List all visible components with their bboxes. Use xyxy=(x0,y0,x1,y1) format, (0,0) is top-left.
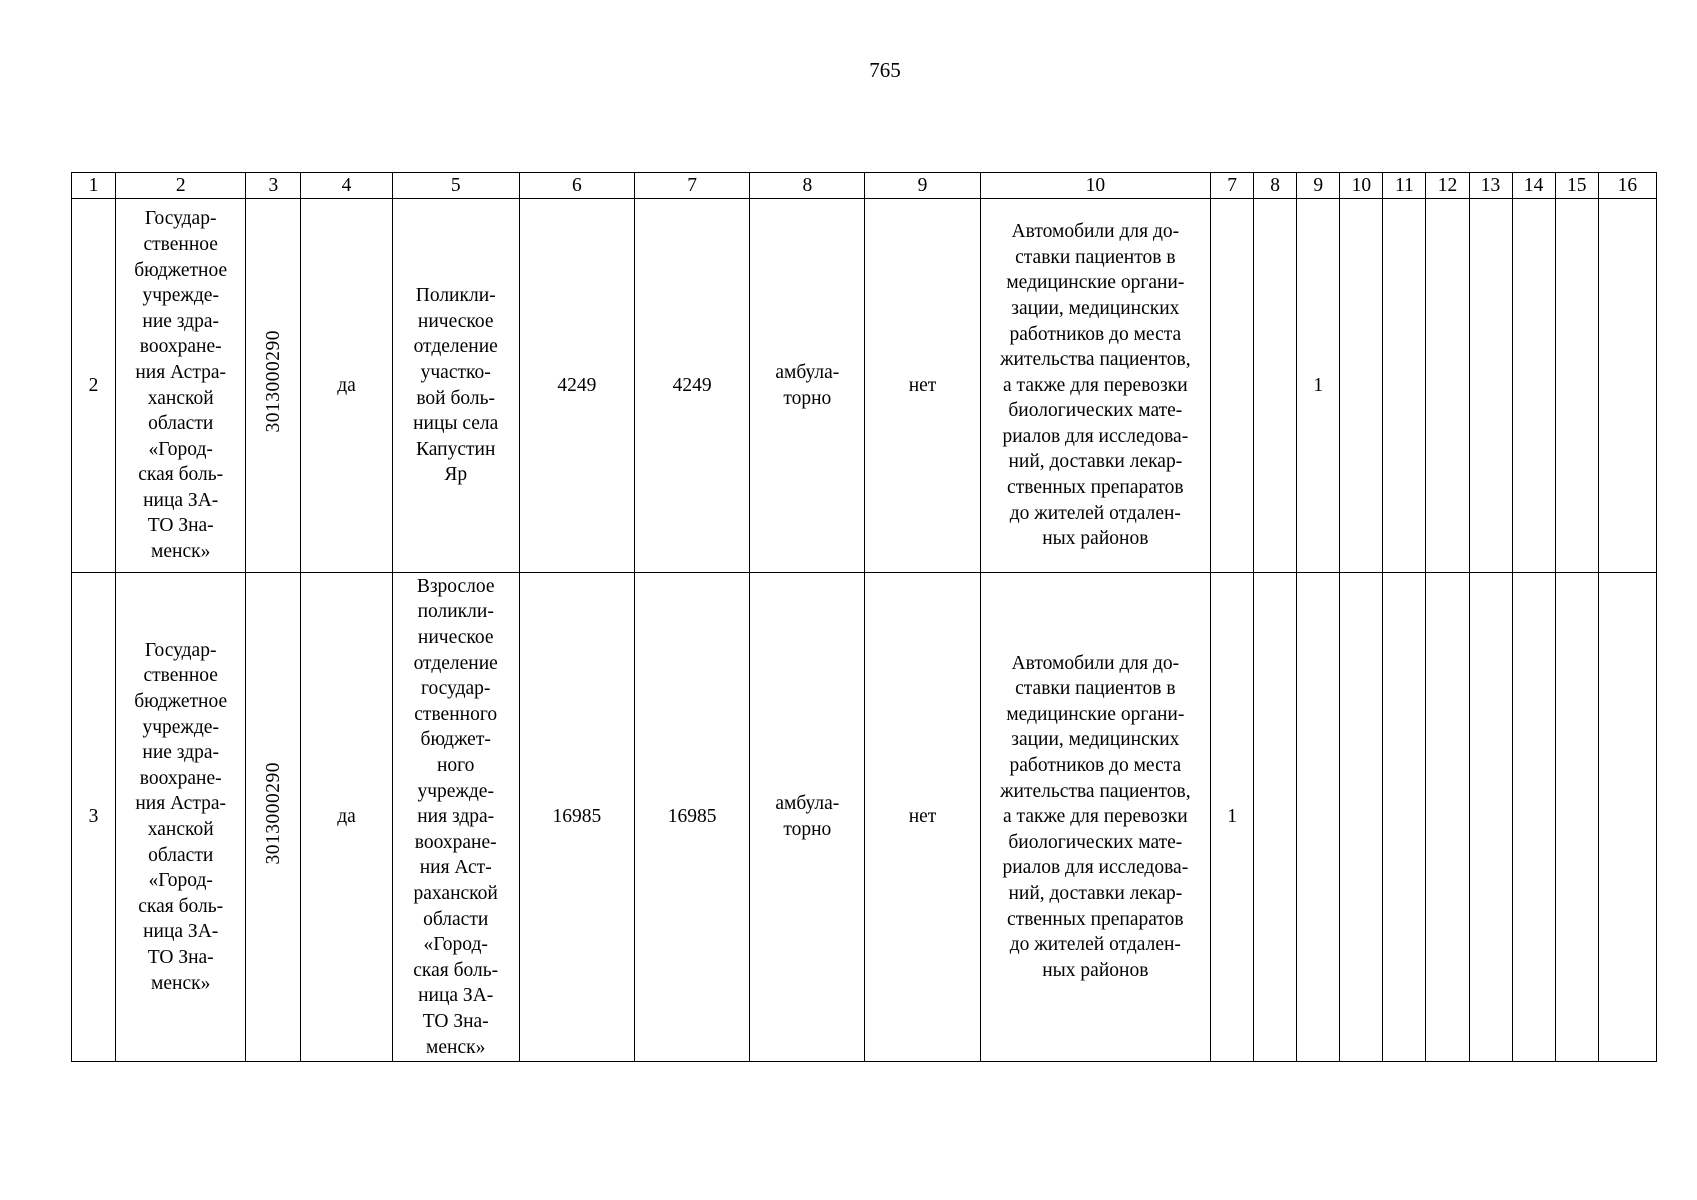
inn-text: 3013000290 xyxy=(262,330,284,433)
header-cell: 7 xyxy=(1211,173,1254,199)
unit-line: отделение xyxy=(413,652,498,674)
purpose-line: ставки пациентов в xyxy=(1015,678,1176,700)
purpose-line: а также для перевозки xyxy=(1003,806,1188,828)
count-cell xyxy=(1555,199,1598,573)
purpose-line: работников до места xyxy=(1009,755,1182,777)
unit-line: ница ЗА- xyxy=(418,985,494,1007)
count-cell: 1 xyxy=(1211,573,1254,1062)
unit-line: бюджет- xyxy=(420,729,491,751)
unit-line: ницы села xyxy=(413,413,499,435)
organization-line: «Город- xyxy=(148,438,213,460)
header-cell: 4 xyxy=(301,173,392,199)
purpose-line: ний, доставки лекар- xyxy=(1008,882,1183,904)
organization-line: ние здра- xyxy=(142,310,219,332)
inn-text: 3013000290 xyxy=(262,761,284,865)
flag-cell: да xyxy=(301,573,392,1062)
count-cell xyxy=(1426,573,1469,1062)
unit-cell xyxy=(392,573,519,1062)
count-cell xyxy=(1383,199,1426,573)
purpose-line: жительства пациентов, xyxy=(1000,349,1191,371)
organization-line: ница ЗА- xyxy=(143,489,219,511)
header-cell: 13 xyxy=(1469,173,1512,199)
unit-line: государ- xyxy=(420,678,491,700)
value-cell: 4249 xyxy=(519,199,634,573)
table-row xyxy=(72,573,1657,1062)
mode-line: амбула- xyxy=(775,361,840,383)
mode-cell xyxy=(750,573,865,1062)
header-cell: 10 xyxy=(1340,173,1383,199)
mode-line: амбула- xyxy=(775,793,840,815)
unit-line: ская боль- xyxy=(413,959,499,981)
organization-line: ния Астра- xyxy=(135,793,227,815)
purpose-line: зации, медицинских xyxy=(1011,729,1180,751)
data-table xyxy=(71,172,1657,1062)
purpose-line: жительства пациентов, xyxy=(1000,780,1191,802)
organization-line: менск» xyxy=(151,972,211,994)
unit-line: менск» xyxy=(426,1036,486,1058)
mode-cell xyxy=(750,199,865,573)
count-cell xyxy=(1598,573,1656,1062)
table-header-row xyxy=(72,173,1657,199)
purpose-line: риалов для исследова- xyxy=(1002,425,1189,447)
count-cell xyxy=(1469,199,1512,573)
count-cell xyxy=(1297,573,1340,1062)
unit-line: Поликли- xyxy=(415,285,496,307)
unit-line: ническое xyxy=(417,627,494,649)
purpose-line: зации, медицинских xyxy=(1011,297,1180,319)
purpose-cell xyxy=(980,573,1210,1062)
header-cell: 12 xyxy=(1426,173,1469,199)
organization-line: ТО Зна- xyxy=(147,515,214,537)
unit-line: области xyxy=(423,908,489,930)
count-cell: 1 xyxy=(1297,199,1340,573)
purpose-line: ственных препаратов xyxy=(1007,477,1184,499)
flag-cell: да xyxy=(301,199,392,573)
organization-line: области xyxy=(148,844,214,866)
count-cell xyxy=(1254,199,1297,573)
organization-line: ская боль- xyxy=(138,895,224,917)
inn-cell xyxy=(246,573,301,1062)
count-cell xyxy=(1512,573,1555,1062)
organization-line: ственное xyxy=(143,665,218,687)
count-cell xyxy=(1426,199,1469,573)
header-cell: 15 xyxy=(1555,173,1598,199)
header-cell: 1 xyxy=(72,173,116,199)
header-cell: 9 xyxy=(1297,173,1340,199)
purpose-cell xyxy=(980,199,1210,573)
unit-line: ственного xyxy=(414,703,498,725)
count-cell xyxy=(1512,199,1555,573)
organization-line: ница ЗА- xyxy=(143,921,219,943)
header-cell: 2 xyxy=(116,173,246,199)
organization-line: учрежде- xyxy=(142,716,219,738)
header-cell: 11 xyxy=(1383,173,1426,199)
page-number: 765 xyxy=(869,58,901,82)
inn-cell xyxy=(246,199,301,573)
purpose-line: ных районов xyxy=(1042,528,1149,550)
unit-line: ного xyxy=(436,755,475,777)
count-cell xyxy=(1555,573,1598,1062)
purpose-line: до жителей отдален- xyxy=(1009,934,1181,956)
organization-line: «Город- xyxy=(148,870,213,892)
organization-line: учрежде- xyxy=(142,285,219,307)
row-number-cell: 3 xyxy=(72,573,116,1062)
purpose-line: риалов для исследова- xyxy=(1002,857,1189,879)
value-cell: 16985 xyxy=(519,573,634,1062)
organization-line: области xyxy=(148,413,214,435)
header-cell: 14 xyxy=(1512,173,1555,199)
unit-line: воохране- xyxy=(414,831,497,853)
header-cell: 3 xyxy=(246,173,301,199)
purpose-line: Автомобили для до- xyxy=(1011,221,1180,243)
unit-line: вой боль- xyxy=(416,387,496,409)
count-cell xyxy=(1211,199,1254,573)
purpose-line: Автомобили для до- xyxy=(1011,652,1180,674)
unit-line: раханской xyxy=(413,882,498,904)
unit-line: ТО Зна- xyxy=(422,1010,489,1032)
header-cell: 8 xyxy=(1254,173,1297,199)
organization-line: ственное xyxy=(143,233,218,255)
unit-line: Яр xyxy=(444,464,468,486)
purpose-line: биологических мате- xyxy=(1008,400,1183,422)
organization-line: ние здра- xyxy=(142,742,219,764)
header-cell: 6 xyxy=(519,173,634,199)
unit-line: Капустин xyxy=(416,438,496,460)
purpose-line: ний, доставки лекар- xyxy=(1008,451,1183,473)
organization-line: ская боль- xyxy=(138,464,224,486)
purpose-line: а также для перевозки xyxy=(1003,374,1188,396)
organization-line: Государ- xyxy=(144,639,217,661)
organization-line: менск» xyxy=(151,541,211,563)
unit-line: поликли- xyxy=(417,601,494,623)
row-number-cell: 2 xyxy=(72,199,116,573)
unit-line: ния Аст- xyxy=(419,857,492,879)
answer-cell: нет xyxy=(865,199,980,573)
organization-line: воохране- xyxy=(139,767,222,789)
count-cell xyxy=(1469,573,1512,1062)
header-cell: 8 xyxy=(750,173,865,199)
unit-line: ния здра- xyxy=(417,806,495,828)
header-cell: 9 xyxy=(865,173,980,199)
organization-cell xyxy=(116,573,246,1062)
organization-line: ханской xyxy=(147,819,214,840)
unit-line: Взрослое xyxy=(416,575,495,597)
organization-line: ханской xyxy=(147,387,214,409)
count-cell xyxy=(1254,573,1297,1062)
count-cell xyxy=(1340,199,1383,573)
unit-line: отделение xyxy=(413,336,498,358)
header-cell: 10 xyxy=(980,173,1210,199)
answer-cell: нет xyxy=(865,573,980,1062)
unit-line: участко- xyxy=(420,361,491,383)
purpose-line: до жителей отдален- xyxy=(1009,502,1181,524)
mode-line: торно xyxy=(783,387,832,409)
table-row xyxy=(72,199,1657,573)
organization-line: ТО Зна- xyxy=(147,946,214,968)
mode-line: торно xyxy=(783,819,832,840)
unit-line: «Город- xyxy=(423,934,488,956)
header-cell: 5 xyxy=(392,173,519,199)
header-cell: 16 xyxy=(1598,173,1656,199)
unit-line: учрежде- xyxy=(417,780,494,802)
purpose-line: медицинские органи- xyxy=(1006,272,1185,294)
organization-line: ния Астра- xyxy=(135,361,227,383)
organization-line: бюджетное xyxy=(134,259,228,281)
unit-cell xyxy=(392,199,519,573)
organization-cell xyxy=(116,199,246,573)
count-cell xyxy=(1340,573,1383,1062)
value-cell: 4249 xyxy=(635,199,750,573)
organization-line: бюджетное xyxy=(134,691,228,713)
value-cell: 16985 xyxy=(635,573,750,1062)
count-cell xyxy=(1598,199,1656,573)
purpose-line: биологических мате- xyxy=(1008,831,1183,853)
purpose-line: ственных препаратов xyxy=(1007,908,1184,930)
unit-line: ническое xyxy=(417,310,494,332)
purpose-line: ставки пациентов в xyxy=(1015,246,1176,268)
purpose-line: медицинские органи- xyxy=(1006,703,1185,725)
header-cell: 7 xyxy=(635,173,750,199)
purpose-line: ных районов xyxy=(1042,959,1149,981)
purpose-line: работников до места xyxy=(1009,323,1182,345)
organization-line: Государ- xyxy=(144,208,217,230)
count-cell xyxy=(1383,573,1426,1062)
organization-line: воохране- xyxy=(139,336,222,358)
